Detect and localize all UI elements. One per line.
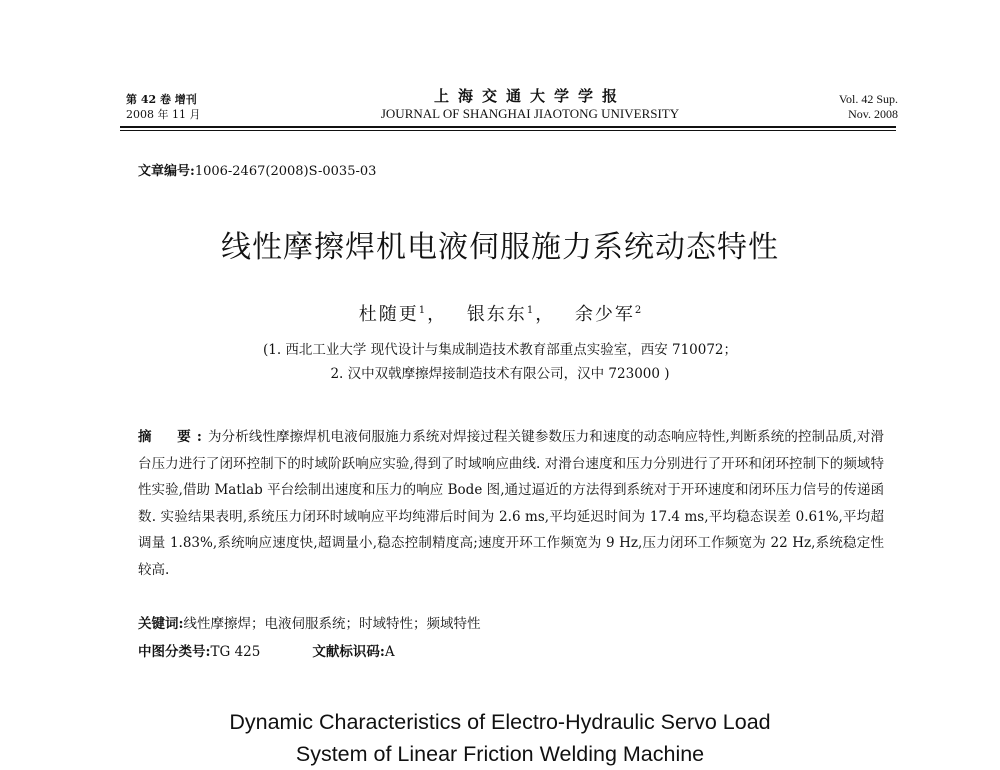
- header-journal-name: [300, 86, 760, 122]
- author-list: [0, 300, 1000, 326]
- article-number-label: 文章编号:: [138, 164, 195, 179]
- header-volume: 第 42 卷 增刊: [126, 93, 197, 106]
- header-date-cn: 2008 年 11 月: [126, 108, 201, 121]
- doc-code-label: 文献标识码:: [312, 644, 385, 660]
- abstract-text: 为分析线性摩擦焊机电液伺服施力系统对焊接过程关键参数压力和速度的动态响应特性,判断系统的控制品质,对滑台压力进行了闭环控制下的时域阶跃响应实验,得到了时域响应曲线. 对滑台速度和压力分别进行了开环和闭环控制下的频域特性实验,借助 Matlab 平台绘制出速度和压力的响应 Bode 图,通过逼近的方法得到系统对于开环速度和闭环压力信号的传递函数. 实验结果表明,系统压力闭环时域响应平均纯滞后时间为 2.6 ms,平均延迟时间为 17.4 ms,平均稳态误差 0.61%,平均超调量 1.83%,系统响应速度快,超调量小,稳态控制精度高;速度开环工作频宽为 9 Hz,压力闭环工作频宽为 22 Hz,系统稳定性较高.: [138, 429, 884, 578]
- classification: [138, 640, 395, 660]
- author-name: 银东东: [466, 304, 527, 325]
- affiliation-line-2: 2. 汉中双戟摩擦焊接制造技术有限公司，汉中 723000 ): [330, 366, 670, 382]
- author-name: 余少军: [574, 304, 635, 325]
- paper-title-cn: 线性摩擦焊机电液伺服施力系统动态特性: [221, 230, 779, 265]
- title-en-line-1: Dynamic Characteristics of Electro-Hydraulic Servo Load: [229, 710, 771, 734]
- keywords: [138, 612, 480, 632]
- header-rule-thin: [120, 130, 896, 131]
- header-date-en: Nov. 2008: [848, 107, 898, 121]
- header-volume-info: [126, 92, 200, 122]
- affiliation-line-1: (1. 西北工业大学 现代设计与集成制造技术教育部重点实验室，西安 710072；: [262, 342, 738, 358]
- journal-name-en: JOURNAL OF SHANGHAI JIAOTONG UNIVERSITY: [380, 106, 680, 121]
- keywords-label: 关键词:: [138, 616, 184, 632]
- journal-name-cn: 上海交通大学学报: [433, 87, 626, 105]
- header-rule-thick: [120, 126, 896, 128]
- header-volume-info-en: [839, 92, 898, 122]
- article-number: [138, 160, 376, 179]
- author-affiliation-mark: 1: [526, 305, 534, 316]
- abstract: [138, 424, 884, 583]
- author-affiliation-mark: 2: [634, 305, 642, 316]
- author-name: 杜随更: [358, 304, 419, 325]
- article-number-value: 1006-2467(2008)S-0035-03: [194, 164, 377, 179]
- author-separator: ，: [427, 304, 448, 325]
- header-volume-en: Vol. 42 Sup.: [838, 92, 898, 106]
- clc-value: TG 425: [210, 644, 261, 660]
- author-separator: ，: [535, 304, 556, 325]
- keywords-text: 线性摩擦焊；电液伺服系统；时域特性；频域特性: [183, 616, 481, 632]
- paper-title-en: [0, 706, 1000, 770]
- author-affiliation-mark: 1: [418, 305, 426, 316]
- doc-code-value: A: [384, 644, 395, 660]
- clc-label: 中图分类号:: [138, 644, 211, 660]
- abstract-label: 摘 要:: [138, 429, 208, 445]
- title-en-line-2: System of Linear Friction Welding Machine: [295, 742, 705, 766]
